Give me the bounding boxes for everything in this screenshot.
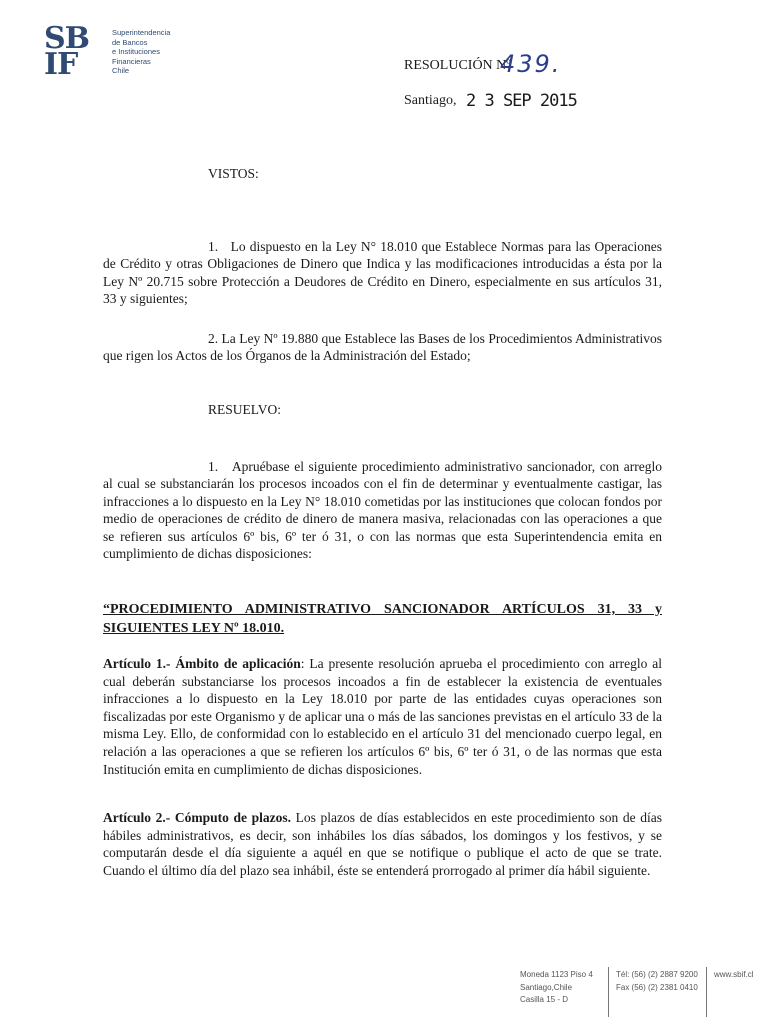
procedure-title: “PROCEDIMIENTO ADMINISTRATIVO SANCIONADOR ARTÍCULOS 31, 33 y SIGUIENTES LEY Nº 18.010.	[103, 602, 662, 636]
date-stamp: 2 3 SEP 2015	[466, 91, 577, 111]
footer-divider	[608, 967, 609, 1017]
logo-text-line: Superintendencia	[112, 28, 171, 37]
logo-mark-bottom: IF	[44, 47, 78, 82]
vistos-paragraph-2	[103, 330, 662, 365]
footer-website[interactable]	[714, 969, 754, 982]
logo-mark-top: SB	[44, 21, 90, 56]
article-1-title: Artículo 1.- Ámbito de aplicación	[103, 656, 301, 671]
article-2	[103, 809, 662, 879]
logo-text-line: Chile	[112, 66, 130, 75]
vistos-paragraph-1	[103, 238, 662, 308]
article-2-title: Artículo 2.- Cómputo de plazos.	[103, 810, 291, 825]
footer-address-line: Santiago,Chile	[520, 982, 573, 992]
resolution-number: 439.	[500, 50, 562, 78]
vistos-2-text: 2. La Ley Nº 19.880 que Establece las Bases de los Procedimientos Administrativos que rigen los Actos de los Órganos de la Administración del Estado;	[103, 331, 662, 364]
footer-phone-line: Tél: (56) (2) 2887 9200	[616, 970, 698, 979]
resolution-label: RESOLUCIÓN Nº	[404, 58, 511, 73]
vistos-1-number: 1.	[208, 239, 219, 254]
sbif-logo	[44, 21, 184, 82]
vistos-1-text: Lo dispuesto en la Ley N° 18.010 que Establece Normas para las Operaciones de Crédito y otras Obligaciones de Dinero que Indica y las modificaciones introducidas a ésta por la Ley Nº 20.715 sobre Protección a Deudores de Crédito en Dinero, especialmente en sus artículos 31, 33 y siguientes;	[103, 239, 663, 307]
logo-institution-name	[112, 28, 170, 76]
footer-website-link[interactable]: www.sbif.cl	[714, 970, 754, 979]
resuelvo-paragraph-1	[103, 458, 662, 562]
article-1	[103, 655, 662, 778]
resuelvo-1-number: 1.	[208, 459, 219, 474]
logo-text-line: e Instituciones	[112, 47, 160, 56]
resuelvo-heading: RESUELVO:	[208, 402, 282, 417]
article-2-text: Los plazos de días establecidos en este procedimiento son de días hábiles administrativos, es decir, son inhábiles los días sábados, los domingos y los festivos, y se computarán desde el día siguiente a aquél en que se notifique o publique el acto de que se trate. Cuando el último día del plazo sea inhábil, éste se entenderá prorrogado al primer día hábil siguiente.	[103, 810, 663, 878]
logo-text-line: Financieras	[112, 56, 151, 66]
footer-divider	[706, 967, 707, 1017]
vistos-heading: VISTOS:	[208, 166, 259, 181]
resuelvo-1-text: Apruébase el siguiente procedimiento administrativo sancionador, con arreglo al cual se substanciarán los procesos incoados con el fin de determinar y eventualmente castigar, las infracciones a lo dispuesto en la Ley N° 18.010 cometidas por las instituciones que colocan fondos por medio de operaciones de crédito de dinero de manera masiva, relacionadas con las operaciones a que se refieren sus artículos 6º bis, 6º ter ó 31, o con las normas que esta Superintendencia emita en cumplimiento de dichas disposiciones:	[103, 459, 662, 562]
footer-address-line: Moneda 1123 Piso 4	[520, 970, 593, 979]
footer-phone-line: Fax (56) (2) 2381 0410	[616, 982, 698, 992]
footer-phones	[616, 969, 698, 994]
place-label: Santiago,	[404, 93, 457, 108]
footer-address-line: Casilla 15 - D	[520, 995, 569, 1004]
sbif-logo-mark	[44, 21, 106, 82]
footer-address	[520, 969, 593, 1007]
logo-text-line: de Bancos	[112, 37, 148, 47]
article-1-text: : La presente resolución aprueba el procedimiento con arreglo al cual deberán substanciarse los procesos incoados a fin de establecer la existencia de eventuales infracciones a lo dispuesto en la Ley 18.010 por parte de las entidades cuyas operaciones son fiscalizadas por este Organismo y de aplicar una o más de las sanciones previstas en el artículo 33 de la misma Ley. Ello, de conformidad con lo establecido en el artículo 31 del mencionado cuerpo legal, en relación a las operaciones a que se refieren los artículos 6º bis, 6º ter ó 31, o de las normas que esta Institución emita en cumplimiento de dichas disposiciones.	[103, 656, 662, 777]
